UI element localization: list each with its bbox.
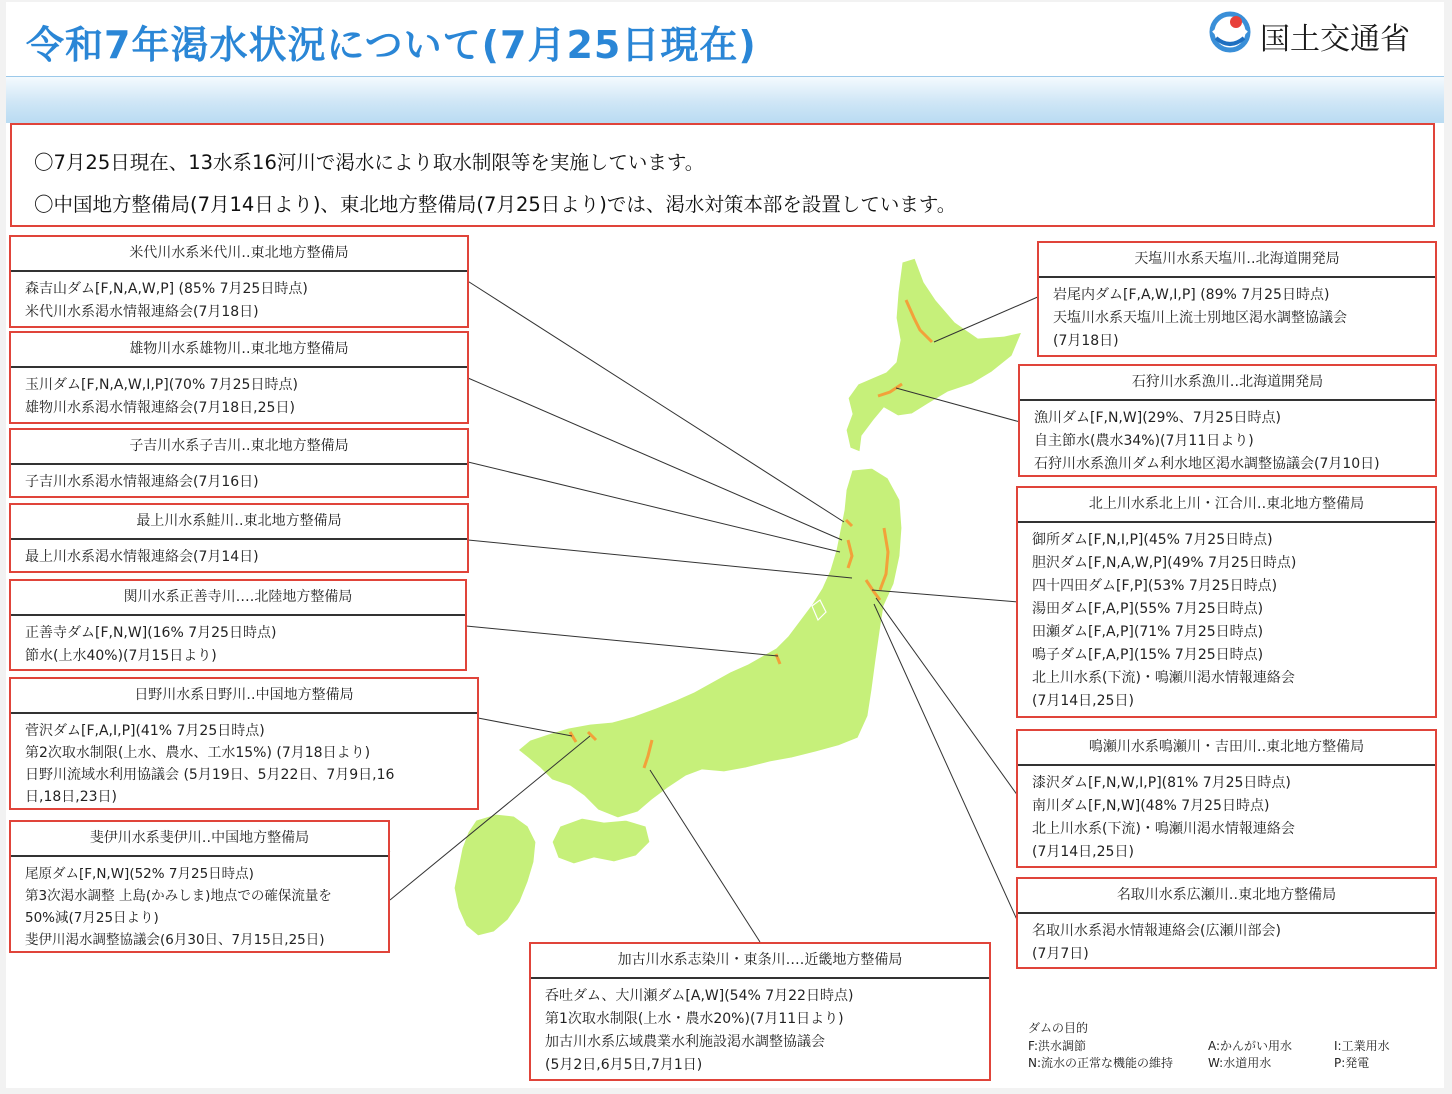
info-box-yoneshiro <box>9 235 469 328</box>
box-line: 第3次渇水調整 上島(かみしま)地点での確保流量を <box>25 888 332 904</box>
box-header: 米代川水系米代川‥東北地方整備局 <box>11 237 467 272</box>
box-line: (7月14日,25日) <box>1032 693 1134 709</box>
box-line: 鳴子ダム[F,A,P](15% 7月25日時点) <box>1032 647 1264 663</box>
box-line: 四十四田ダム[F,P](53% 7月25日時点) <box>1032 578 1278 594</box>
summary-line-2: 〇中国地方整備局(7月14日より)、東北地方整備局(7月25日より)では、渇水対策本部を設置しています。 <box>34 193 957 216</box>
box-line: 斐伊川渇水調整協議会(6月30日、7月15日,25日) <box>25 932 325 948</box>
box-line: 自主節水(農水34%)(7月11日より) <box>1034 433 1254 449</box>
info-box-hino <box>9 677 479 810</box>
legend-a: A:かんがい用水 <box>1208 1039 1293 1053</box>
dam-purpose-legend <box>1028 1020 1428 1080</box>
box-header: 最上川水系鮭川‥東北地方整備局 <box>11 505 467 540</box>
box-line: 名取川水系渇水情報連絡会(広瀬川部会) <box>1032 923 1281 939</box>
box-line: 加古川水系広域農業水利施設渇水調整協議会 <box>545 1034 825 1050</box>
box-header: 鳴瀬川水系鳴瀬川・吉田川‥東北地方整備局 <box>1018 731 1435 766</box>
box-line: (5月2日,6月5日,7月1日) <box>545 1057 703 1073</box>
map-shikoku <box>552 818 650 864</box>
ministry-name: 国土交通省 <box>1260 22 1410 57</box>
box-header: 名取川水系広瀬川‥東北地方整備局 <box>1018 879 1435 914</box>
box-line: 森吉山ダム[F,N,A,W,P] (85% 7月25日時点) <box>25 281 308 297</box>
box-line: (7月7日) <box>1032 946 1089 962</box>
box-line: 岩尾内ダム[F,A,W,I,P] (89% 7月25日時点) <box>1053 287 1330 303</box>
info-box-natori <box>1016 877 1437 969</box>
map-hokkaido <box>846 258 1022 452</box>
leader-natori <box>874 604 1018 922</box>
summary-line-1: 〇7月25日現在、13水系16河川で渇水により取水制限等を実施しています。 <box>34 151 705 174</box>
box-line: 胆沢ダム[F,N,A,W,P](49% 7月25日時点) <box>1032 555 1297 571</box>
box-line: 湯田ダム[F,A,P](55% 7月25日時点) <box>1032 601 1264 617</box>
box-line: 南川ダム[F,N,W](48% 7月25日時点) <box>1032 798 1270 814</box>
leader-kako <box>650 770 760 942</box>
leader-koyoshi <box>468 462 840 552</box>
box-line: (7月14日,25日) <box>1032 844 1134 860</box>
info-box-koyoshi <box>9 428 469 498</box>
box-header: 子吉川水系子吉川‥東北地方整備局 <box>11 430 467 465</box>
legend-title: ダムの目的 <box>1028 1021 1089 1035</box>
box-line: 漁川ダム[F,N,W](29%、7月25日時点) <box>1034 410 1281 426</box>
box-line: 北上川水系(下流)・鳴瀬川渇水情報連絡会 <box>1032 670 1295 686</box>
box-header: 北上川水系北上川・江合川‥東北地方整備局 <box>1018 488 1435 523</box>
info-box-teshio <box>1037 241 1437 357</box>
box-line: 呑吐ダム、大川瀬ダム[A,W](54% 7月22日時点) <box>545 988 854 1004</box>
legend-f: F:洪水調節 <box>1028 1039 1087 1053</box>
info-box-omono <box>9 331 469 424</box>
box-line: 米代川水系渇水情報連絡会(7月18日) <box>25 304 259 320</box>
box-line: 北上川水系(下流)・鳴瀬川渇水情報連絡会 <box>1032 821 1295 837</box>
info-box-kitakami <box>1016 486 1437 718</box>
legend-n: N:流水の正常な機能の維持 <box>1028 1056 1174 1070</box>
box-line: 最上川水系渇水情報連絡会(7月14日) <box>25 549 259 565</box>
box-header: 石狩川水系漁川‥北海道開発局 <box>1020 366 1435 401</box>
info-box-naruse <box>1016 729 1437 868</box>
page-title: 令和7年渇水状況について(7月25日現在) <box>26 23 757 67</box>
box-line: 子吉川水系渇水情報連絡会(7月16日) <box>25 474 259 490</box>
box-line: 石狩川水系漁川ダム利水地区渇水調整協議会(7月10日) <box>1034 456 1380 472</box>
box-line: 天塩川水系天塩川上流士別地区渇水調整協議会 <box>1053 310 1347 326</box>
leader-sekigawa <box>466 626 778 656</box>
box-header: 斐伊川水系斐伊川‥中国地方整備局 <box>11 822 388 857</box>
box-line: 田瀬ダム[F,A,P](71% 7月25日時点) <box>1032 624 1264 640</box>
box-line: 御所ダム[F,N,I,P](45% 7月25日時点) <box>1032 532 1273 548</box>
box-header: 日野川水系日野川‥中国地方整備局 <box>11 679 477 714</box>
box-header: 関川水系正善寺川‥‥北陸地方整備局 <box>11 581 465 616</box>
box-line: 日,18日,23日) <box>25 789 117 805</box>
box-line: 第1次取水制限(上水・農水20%)(7月11日より) <box>545 1011 844 1027</box>
box-line: 菅沢ダム[F,A,I,P](41% 7月25日時点) <box>25 723 265 739</box>
legend-p: P:発電 <box>1334 1056 1370 1070</box>
info-box-ishikari <box>1018 364 1437 477</box>
box-line: 漆沢ダム[F,N,W,I,P](81% 7月25日時点) <box>1032 775 1291 791</box>
legend-w: W:水道用水 <box>1208 1056 1272 1070</box>
info-box-kako <box>529 942 991 1081</box>
box-header: 加古川水系志染川・東条川‥‥近畿地方整備局 <box>531 944 989 979</box>
box-header: 天塩川水系天塩川‥北海道開発局 <box>1039 243 1435 278</box>
leader-mogami <box>468 540 852 578</box>
box-line: 正善寺ダム[F,N,W](16% 7月25日時点) <box>25 625 277 641</box>
box-line: (7月18日) <box>1053 333 1119 349</box>
legend-i: I:工業用水 <box>1334 1039 1390 1053</box>
leader-omono <box>468 378 842 540</box>
leader-hino <box>478 718 572 736</box>
box-line: 節水(上水40%)(7月15日より) <box>25 648 217 664</box>
map-kyushu <box>454 814 536 936</box>
box-header: 雄物川水系雄物川‥東北地方整備局 <box>11 333 467 368</box>
leader-kitakami <box>872 590 1018 602</box>
leader-yoneshiro <box>466 280 844 522</box>
info-box-sekigawa <box>9 579 467 671</box>
info-box-mogami <box>9 503 469 573</box>
box-line: 尾原ダム[F,N,W](52% 7月25日時点) <box>25 866 254 882</box>
box-line: 50%減(7月25日より) <box>25 910 159 926</box>
box-line: 第2次取水制限(上水、農水、工水15%) (7月18日より) <box>25 745 371 761</box>
box-line: 雄物川水系渇水情報連絡会(7月18日,25日) <box>25 400 295 416</box>
box-line: 玉川ダム[F,N,A,W,I,P](70% 7月25日時点) <box>25 377 298 393</box>
info-box-hii <box>9 820 390 953</box>
box-line: 日野川流域水利用協議会 (5月19日、5月22日、7月9日,16 <box>25 767 395 783</box>
